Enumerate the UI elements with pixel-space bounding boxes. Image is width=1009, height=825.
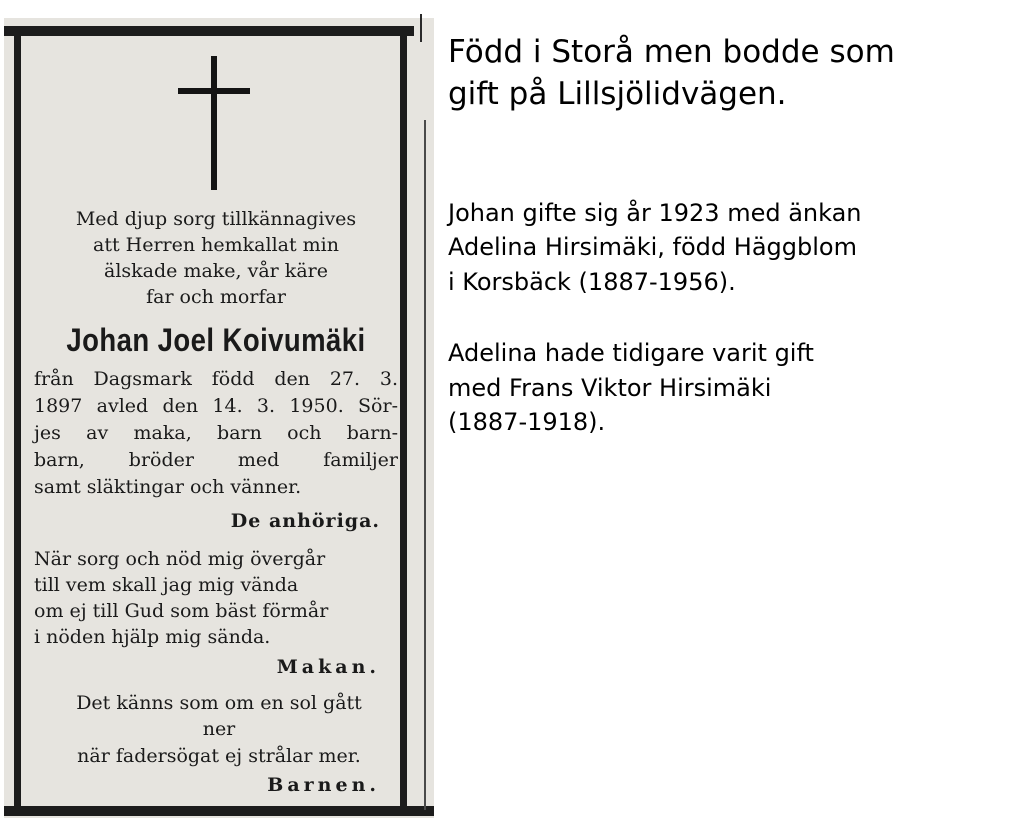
obituary-intro-line: älskade make, vår käre [104,260,328,282]
cross-vertical-bar [211,56,217,190]
verse-two-line: ner [202,718,236,740]
obituary-body-line: 1897 avled den 14. 3. 1950. Sör- [34,395,398,417]
notes-heading-line: Född i Storå men bodde som [448,34,895,70]
clipping-border-top [4,26,414,36]
verse-one-line: När sorg och nöd mig övergår [34,548,326,570]
notes-paragraph-two-line: med Frans Viktor Hirsimäki [448,374,772,402]
clipping-border-bottom [4,806,434,816]
obituary-body-line: jes av maka, barn och barn- [34,422,398,444]
notes-paragraph-one-line: Adelina Hirsimäki, född Häggblom [448,233,857,261]
notes-paragraph-two-line: (1887-1918). [448,408,606,436]
obituary-intro-line: Med djup sorg tillkännagives [75,208,357,230]
notes-paragraph-one-line: Johan gifte sig år 1923 med änkan [448,199,862,227]
notes-paragraph-two-line: Adelina hade tidigare varit gift [448,339,814,367]
signature-family: De anhöriga. [230,510,380,532]
clipping-border-left [14,36,21,806]
obituary-body-line: från Dagsmark född den 27. 3. [34,368,398,390]
notes-paragraph-one-line: i Korsbäck (1887-1956). [448,268,736,296]
notes-heading-line: gift på Lillsjölidvägen. [448,76,787,112]
verse-one-line: till vem skall jag mig vända [34,574,299,596]
verse-one-line: i nöden hjälp mig sända. [34,626,271,648]
obituary-body-line: barn, bröder med familjer [34,449,398,471]
cross-horizontal-bar [178,88,250,94]
signature-children: Barnen. [267,774,380,796]
column-rule [424,120,426,810]
signature-wife: Makan. [276,656,380,678]
column-rule-top [420,14,422,42]
verse-two-line: Det känns som om en sol gått [76,692,362,714]
verse-one-line: om ej till Gud som bäst förmår [34,600,329,622]
verse-two-line: när fadersögat ej strålar mer. [77,745,361,767]
obituary-body-line: samt släktingar och vänner. [34,476,302,498]
obituary-intro-line: far och morfar [146,286,286,308]
obituary-intro-line: att Herren hemkallat min [93,234,339,256]
deceased-name: Johan Joel Koivumäki [66,322,366,358]
